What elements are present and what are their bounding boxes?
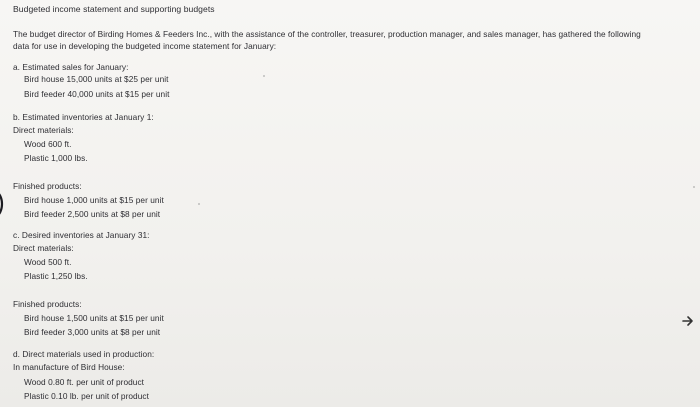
dust-speck xyxy=(263,75,265,77)
section-b-direct-materials-label: Direct materials: xyxy=(13,125,74,135)
section-b-finished-products-label: Finished products: xyxy=(13,181,82,191)
section-a-item: Bird feeder 40,000 units at $15 per unit xyxy=(24,89,170,99)
section-d-sub-label: In manufacture of Bird House: xyxy=(13,362,125,372)
dust-speck xyxy=(693,186,695,188)
cursor-arrow-icon xyxy=(682,315,694,327)
section-d-item: Wood 0.80 ft. per unit of product xyxy=(24,377,145,387)
section-b-material-item: Wood 600 ft. xyxy=(24,139,72,149)
section-a-heading: a. Estimated sales for January: xyxy=(13,62,129,72)
section-b-finished-item: Bird feeder 2,500 units at $8 per unit xyxy=(24,209,161,219)
section-c-heading: c. Desired inventories at January 31: xyxy=(13,230,150,240)
section-c-finished-item: Bird house 1,500 units at $15 per unit xyxy=(24,313,164,323)
section-a-item: Bird house 15,000 units at $25 per unit xyxy=(24,74,169,84)
section-c-material-item: Plastic 1,250 lbs. xyxy=(24,271,88,281)
dust-speck xyxy=(198,203,200,205)
intro-text-line-2: data for use in developing the budgeted income statement for January: xyxy=(13,41,277,51)
section-c-material-item: Wood 500 ft. xyxy=(24,257,72,267)
section-d-item: Plastic 0.10 lb. per unit of product xyxy=(24,391,149,401)
bracket-icon xyxy=(0,190,8,218)
section-c-finished-products-label: Finished products: xyxy=(13,299,82,309)
document-title: Budgeted income statement and supporting budgets xyxy=(13,4,215,14)
section-d-heading: d. Direct materials used in production: xyxy=(13,349,155,359)
section-b-heading: b. Estimated inventories at January 1: xyxy=(13,112,154,122)
section-c-finished-item: Bird feeder 3,000 units at $8 per unit xyxy=(24,327,161,337)
section-b-material-item: Plastic 1,000 lbs. xyxy=(24,153,88,163)
section-c-direct-materials-label: Direct materials: xyxy=(13,243,74,253)
section-b-finished-item: Bird house 1,000 units at $15 per unit xyxy=(24,195,164,205)
intro-text-line-1: The budget director of Birding Homes & Feeders Inc., with the assistance of the controller, treasurer, production manager, and sales manager, has gathered the following xyxy=(13,29,641,39)
